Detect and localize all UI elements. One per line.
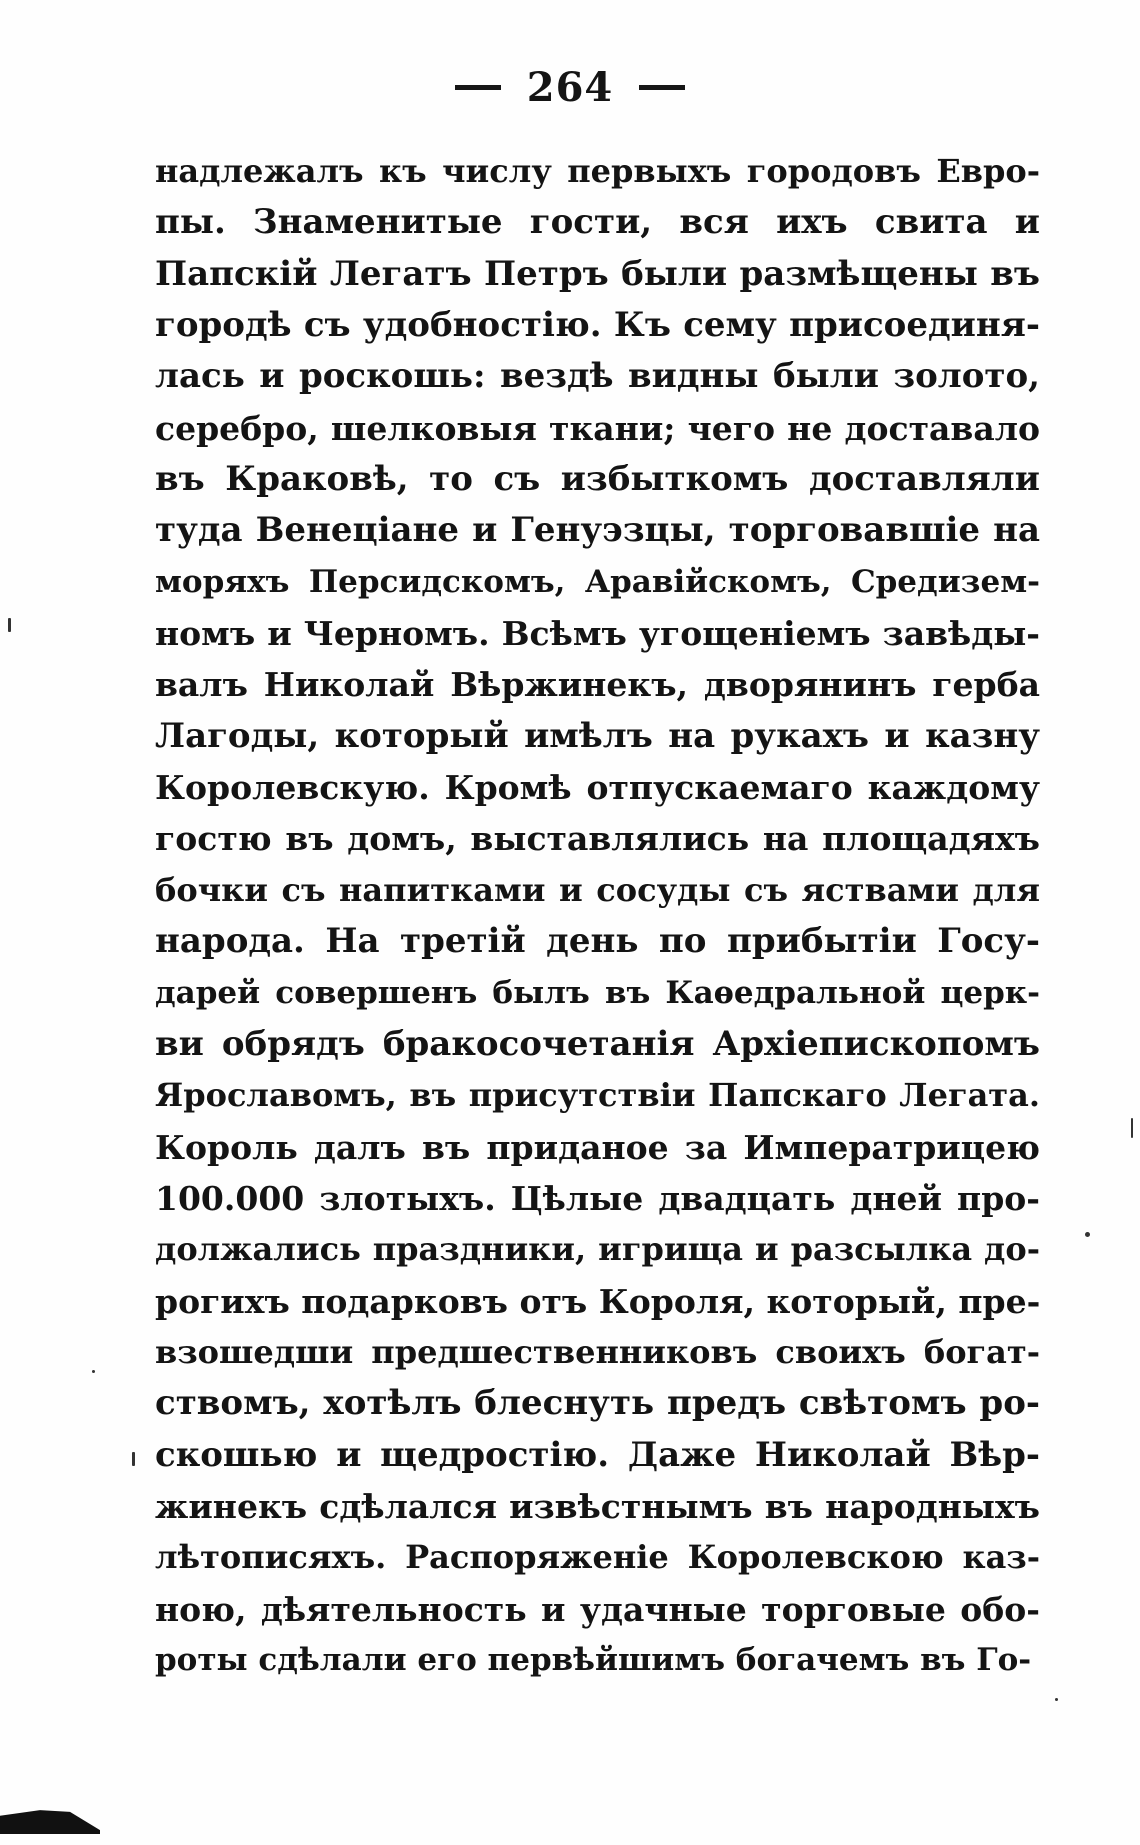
text-line: ви обрядъ бракосочетанія Архіепископомъ (155, 1023, 1040, 1064)
scan-speck (92, 1370, 95, 1373)
scan-speck (1055, 1698, 1058, 1701)
text-line: серебро, шелковыя ткани; чего не доставало (155, 408, 1040, 448)
text-line: дарей совершенъ былъ въ Каѳедральной церк- (155, 974, 1040, 1011)
text-line: валъ Николай Вѣржинекъ, дворянинъ герба (155, 665, 1040, 705)
text-line: рогихъ подарковъ отъ Короля, который, пре- (155, 1281, 1040, 1321)
text-line: туда Венеціане и Генуэзцы, торговавшіе на (155, 510, 1040, 551)
text-line: городѣ съ удобностію. Къ сему присоединя- (155, 305, 1040, 346)
text-line: 100.000 злотыхъ. Цѣлые двадцать дней про- (155, 1178, 1040, 1218)
page-number: 264 (526, 64, 614, 111)
text-line: роты сдѣлали его первѣйшимъ богачемъ въ Го- (155, 1641, 1032, 1678)
text-line: лѣтописяхъ. Распоряженіе Королевскою каз- (155, 1538, 1040, 1577)
text-line: Ярославомъ, въ присутствіи Папскаго Легата. (155, 1076, 1040, 1115)
text-line: скошью и щедростію. Даже Николай Вѣр- (155, 1434, 1040, 1475)
text-line: народа. На третій день по прибытіи Госу- (155, 921, 1040, 962)
text-line: бочки съ напитками и сосуды съ яствами для (155, 870, 1040, 909)
text-line: должались праздники, игрища и разсылка до- (155, 1230, 1040, 1269)
page-header (0, 64, 1140, 111)
text-line: Королевскую. Кромѣ отпускаемаго каждому (155, 768, 1040, 808)
text-line: пы. Знаменитые гости, вся ихъ свита и (155, 202, 1040, 243)
scan-speck (1085, 1232, 1090, 1237)
header-left-dash (455, 85, 501, 90)
scan-speck (132, 1452, 135, 1466)
scan-edge-mark (0, 1808, 100, 1834)
scan-speck (8, 618, 11, 632)
text-line: Лагоды, который имѣлъ на рукахъ и казну (155, 715, 1040, 756)
text-line: номъ и Черномъ. Всѣмъ угощеніемъ завѣды- (155, 614, 1040, 654)
text-line: взошедши предшественниковъ своихъ богат- (155, 1332, 1040, 1371)
text-line: Король далъ въ приданое за Императрицею (155, 1127, 1040, 1167)
body-text (155, 146, 1040, 1686)
text-line: гостю въ домъ, выставлялись на площадяхъ (155, 819, 1040, 859)
text-line: моряхъ Персидскомъ, Аравійскомъ, Средизем- (155, 563, 1040, 600)
scan-speck (1131, 1118, 1133, 1138)
text-line: надлежалъ къ числу первыхъ городовъ Евро- (155, 152, 1040, 190)
text-line: въ Краковѣ, то съ избыткомъ доставляли (155, 459, 1040, 500)
text-line: Папскій Легатъ Петръ были размѣщены въ (155, 253, 1040, 294)
text-line: ствомъ, хотѣлъ блеснуть предъ свѣтомъ ро- (155, 1383, 1040, 1424)
header-right-dash (639, 85, 685, 90)
text-line: ною, дѣятельность и удачные торговые обо- (155, 1589, 1040, 1629)
text-line: лась и роскошь: вездѣ видны были золото, (155, 356, 1040, 397)
text-line: жинекъ сдѣлался извѣстнымъ въ народныхъ (155, 1486, 1040, 1526)
